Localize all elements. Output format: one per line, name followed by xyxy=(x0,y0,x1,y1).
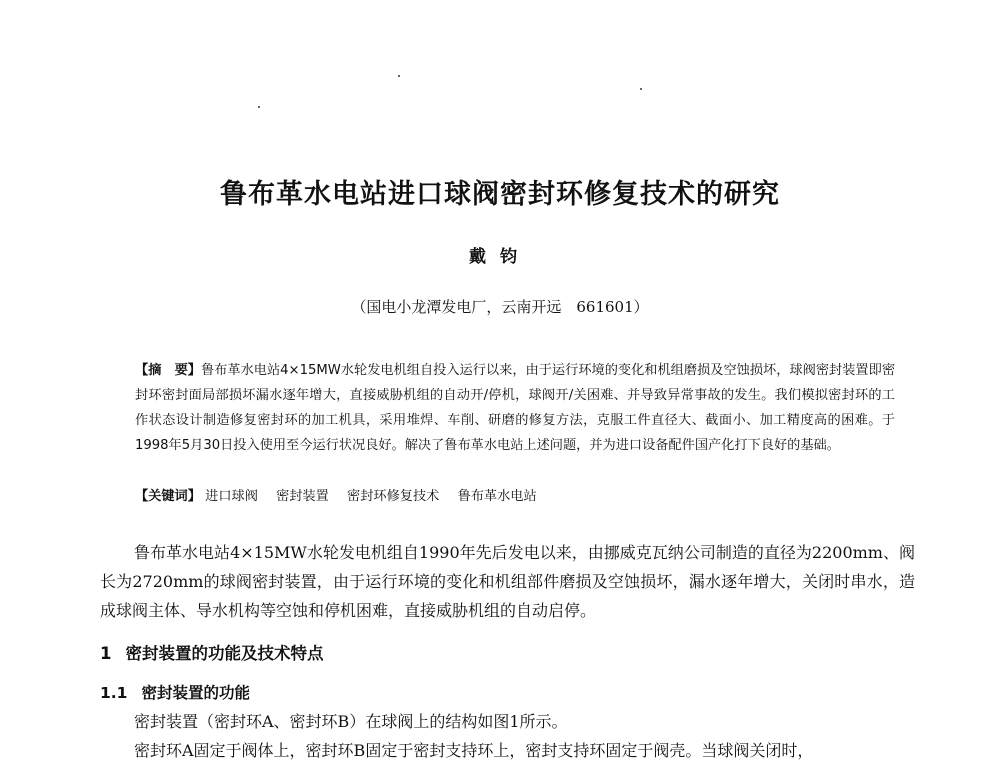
affiliation: （国电小龙潭发电厂，云南开远 661601） xyxy=(351,298,649,316)
subsection-heading xyxy=(100,681,250,703)
keyword: 鲁布革水电站 xyxy=(457,489,537,504)
scan-speck xyxy=(258,106,260,108)
keyword: 密封环修复技术 xyxy=(347,489,440,504)
abstract-label: 【摘 要】 xyxy=(135,363,201,378)
intro-paragraph: 鲁布革水电站4×15MW水轮发电机组自1990年先后发电以来，由挪威克瓦纳公司制造的直径为2200mm、阀长为2720mm的球阀密封装置，由于运行环境的变化和机组部件磨损及空蚀损坏，漏水逐年增大，关闭时串水，造成球阀主体、导水机构等空蚀和停机困难，直接威胁机组的自动启停。 xyxy=(100,543,915,620)
body-paragraph: 密封装置（密封环A、密封环B）在球阀上的结构如图1所示。 xyxy=(134,712,568,731)
body-paragraph: 密封环A固定于阀体上，密封环B固定于密封支持环上，密封支持环固定于阀壳。当球阀关闭时， xyxy=(134,741,814,760)
author: 戴钧 xyxy=(469,247,531,267)
paper-title: 鲁布革水电站进口球阀密封环修复技术的研究 xyxy=(220,179,780,210)
subsection-number: 1.1 xyxy=(100,684,128,702)
keyword: 进口球阀 xyxy=(205,489,258,504)
subsection-title: 密封装置的功能 xyxy=(141,684,250,702)
abstract-text: 鲁布革水电站4×15MW水轮发电机组自投入运行以来，由于运行环境的变化和机组磨损及空蚀损坏，球阀密封装置即密封环密封面局部损坏漏水逐年增大，直接威胁机组的自动开/停机，球阀开/关困难、并导致异常事故的发生。我们模拟密封环的工作状态设计制造修复密封环的加工机具，采用堆焊、车削、研磨的修复方法，克服工件直径大、截面小、加工精度高的困难。于1998年5月30日投入使用至今运行状况良好。解决了鲁布革水电站上述问题，并为进口设备配件国产化打下良好的基础。 xyxy=(135,363,896,453)
section-heading xyxy=(100,640,323,664)
abstract xyxy=(135,358,895,458)
keywords-label: 【关键词】 xyxy=(135,489,201,504)
scan-speck xyxy=(640,88,642,90)
keyword: 密封装置 xyxy=(276,489,329,504)
keywords xyxy=(135,484,895,509)
section-number: 1 xyxy=(100,644,112,663)
scan-speck xyxy=(398,75,400,77)
section-title: 密封装置的功能及技术特点 xyxy=(125,644,324,663)
